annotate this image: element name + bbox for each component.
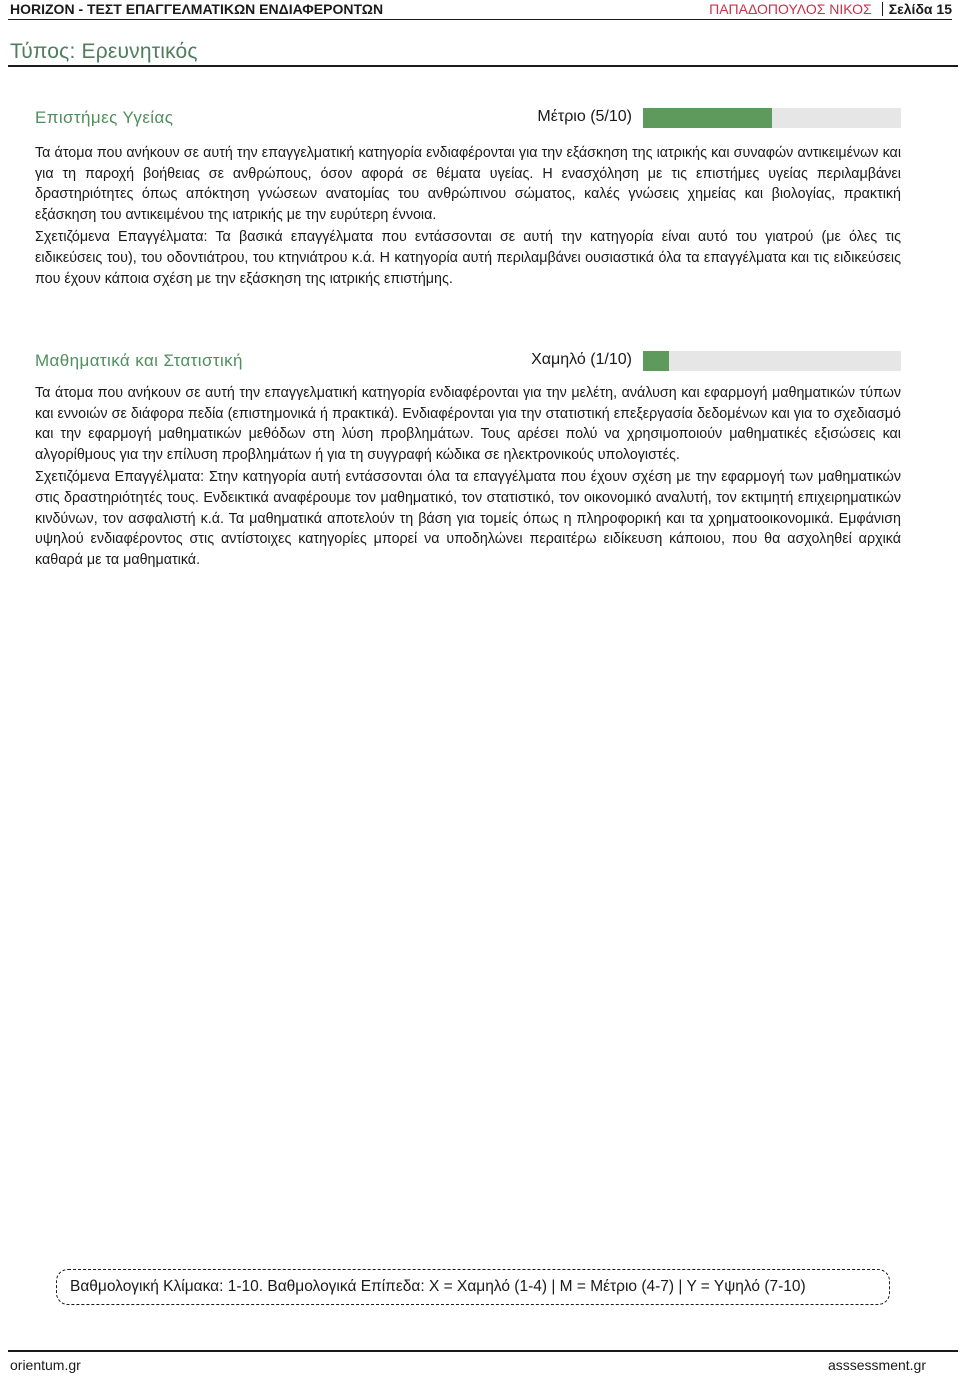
candidate-name: ΠΑΠΑΔΟΠΟΥΛΟΣ ΝΙΚΟΣ	[709, 1, 872, 17]
score-bar-fill	[643, 351, 669, 371]
footer-left-link[interactable]: orientum.gr	[10, 1357, 81, 1373]
score-bar	[643, 108, 901, 128]
section-description: Τα άτομα που ανήκουν σε αυτή την επαγγελματική κατηγορία ενδιαφέρονται για την μελέτη, ανάλυση και εφαρμογή μαθηματικών τύπων και εννοιών σε διάφορα πεδία (επιστημονικά ή πρακτικά). Ενδιαφέρονται για την στατιστική επεξεργασία δεδομένων και για το σχεδιασμό και την εφαρμογή μαθηματικών μεθόδων στη λύση προβλημάτων. Τους αρέσει πολύ να χρησιμοποιούν μαθηματικές εξισώσεις και αλγορίθμους για την επίλυση προβλημάτων ή για τη συγγραφή κώδικα σε ηλεκτρονικούς υπολογιστές.	[35, 385, 901, 463]
section-title: Επιστήμες Υγείας	[35, 108, 174, 127]
section-title: Μαθηματικά και Στατιστική	[35, 351, 243, 370]
header-divider	[8, 19, 952, 20]
score-bar-fill	[643, 108, 772, 128]
page-header	[8, 0, 952, 18]
section-health-sciences	[35, 108, 901, 289]
scoring-scale-note: Βαθμολογική Κλίμακα: 1-10. Βαθμολογικά Επίπεδα: Χ = Χαμηλό (1-4) | Μ = Μέτριο (4-7) | Υ = Υψηλό (7-10)	[56, 1269, 890, 1305]
type-title: Τύπος: Ερευνητικός	[10, 40, 198, 63]
section-math-statistics	[35, 351, 901, 570]
page-number: Σελίδα 15	[888, 1, 952, 17]
section-description: Τα άτομα που ανήκουν σε αυτή την επαγγελματική κατηγορία ενδιαφέρονται για την εξάσκηση της ιατρικής και συναφών αντικειμένων και για τη παροχή βοήθειας σε ανθρώπους, όσον αφορά σε θέματα υγείας. Η ενασχόληση με τις επιστήμες υγείας περιλαμβάνει δραστηριότητες όπως απόκτηση γνώσεων ανατομίας του ανθρώπινου σώματος, καλές γνώσεις χημείας και βιολογίας, πρακτική εξάσκηση του αντικειμένου της ιατρικής με την ευρύτερη έννοια.	[35, 145, 901, 223]
footer-right-link[interactable]: asssessment.gr	[827, 1357, 926, 1373]
section-header	[35, 108, 901, 132]
header-right	[709, 1, 952, 17]
section-level: Μέτριο (5/10)	[537, 108, 632, 125]
section-level: Χαμηλό (1/10)	[531, 351, 632, 368]
section-header	[35, 351, 901, 375]
footer-divider	[8, 1350, 958, 1352]
score-bar	[643, 351, 901, 371]
type-divider	[8, 65, 958, 67]
section-related-professions: Σχετιζόμενα Επαγγέλματα: Στην κατηγορία αυτή εντάσσονται όλα τα επαγγέλματα που έχουν σχέση με την εφαρμογή των μαθηματικών στις δραστηριότητές τους. Ενδεικτικά αναφέρουμε τον μαθηματικό, τον στατιστικό, τον οικονομικό αναλυτή, τον εκτιμητή επιχειρηματικών κινδύνων, τον ασφαλιστή κ.ά. Τα μαθηματικά αποτελούν τη βάση για τομείς όπως η πληροφορική και τα χρηματοοικονομικά. Εμφάνιση υψηλού ενδιαφέροντος στις αντίστοιχες κατηγορίες μπορεί να υποδηλώνει περαιτέρω ειδίκευση κάποιου, που θα ασχοληθεί αρχικά καθαρά με τα μαθηματικά.	[35, 469, 901, 568]
report-title: HORIZON - ΤΕΣΤ ΕΠΑΓΓΕΛΜΑΤΙΚΩΝ ΕΝΔΙΑΦΕΡΟΝΤΩΝ	[10, 1, 384, 17]
section-related-professions: Σχετιζόμενα Επαγγέλματα: Τα βασικά επαγγέλματα που εντάσσονται σε αυτή την κατηγορία είναι αυτό του γιατρού (με όλες τις ειδικεύσεις του), του οδοντιάτρου, του κτηνιάτρου κ.ά. Η κατηγορία αυτή περιλαμβάνει ουσιαστικά όλα τα επαγγέλματα και τις ειδικεύσεις που έχουν κάποια σχέση με την εξάσκηση της ιατρικής επιστήμης.	[35, 229, 901, 287]
header-separator	[882, 2, 883, 16]
